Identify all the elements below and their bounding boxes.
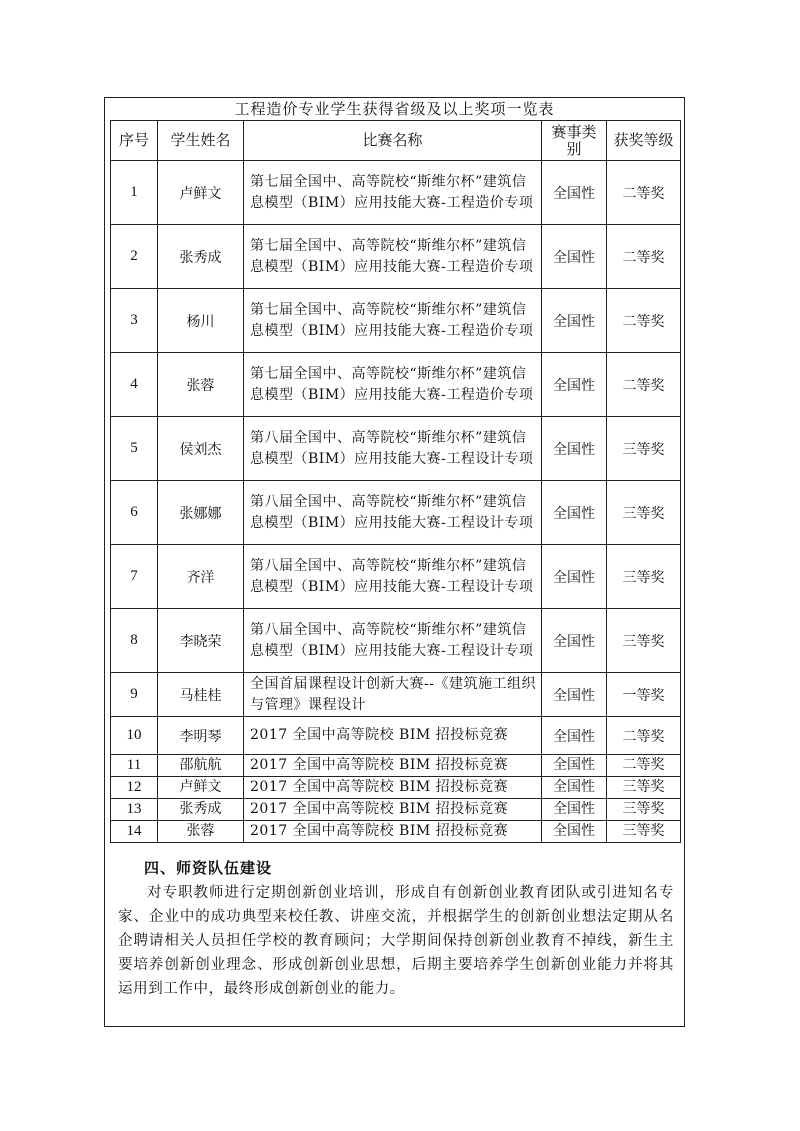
table-row: [111, 289, 681, 353]
row-name: 卢鲜文: [158, 161, 244, 225]
row-competition: 第八届全国中、高等院校“斯维尔杯”建筑信息模型（BIM）应用技能大赛-工程设计专项: [244, 417, 542, 481]
row-competition: 第七届全国中、高等院校“斯维尔杯”建筑信息模型（BIM）应用技能大赛-工程造价专项: [244, 353, 542, 417]
header-level: 获奖等级: [607, 121, 681, 161]
table-row: [111, 417, 681, 481]
section-heading: 四、师资队伍建设: [144, 859, 273, 877]
row-index: 6: [111, 481, 158, 545]
row-competition: 全国首届课程设计创新大赛--《建筑施工组织与管理》课程设计: [244, 673, 542, 717]
row-category: 全国性: [542, 799, 607, 821]
row-category: 全国性: [542, 225, 607, 289]
row-index: 1: [111, 161, 158, 225]
row-name: 李明琴: [158, 717, 244, 755]
section-paragraph: 对专职教师进行定期创新创业培训，形成自有创新创业教育团队或引进知名专家、企业中的成功典型来校任教、讲座交流，并根据学生的创新创业想法定期从名企聘请相关人员担任学校的教育顾问；大学期间保持创新创业教育不掉线，新生主要培养创新创业理念、形成创新创业思想，后期主要培养学生创新创业能力并将其运用到工作中，最终形成创新创业的能力。: [118, 885, 674, 997]
row-competition: 第八届全国中、高等院校“斯维尔杯”建筑信息模型（BIM）应用技能大赛-工程设计专项: [244, 609, 542, 673]
table-row: [111, 717, 681, 755]
row-index: 9: [111, 673, 158, 717]
table-row: [111, 609, 681, 673]
row-competition: 第七届全国中、高等院校“斯维尔杯”建筑信息模型（BIM）应用技能大赛-工程造价专项: [244, 161, 542, 225]
row-index: 14: [111, 821, 158, 843]
row-category: 全国性: [542, 289, 607, 353]
row-competition: 2017 全国中高等院校 BIM 招投标竞赛: [244, 821, 542, 843]
row-level: 三等奖: [607, 545, 681, 609]
row-index: 8: [111, 609, 158, 673]
row-name: 马桂桂: [158, 673, 244, 717]
row-competition: 第八届全国中、高等院校“斯维尔杯”建筑信息模型（BIM）应用技能大赛-工程设计专项: [244, 545, 542, 609]
row-category: 全国性: [542, 777, 607, 799]
row-competition: 第七届全国中、高等院校“斯维尔杯”建筑信息模型（BIM）应用技能大赛-工程造价专项: [244, 225, 542, 289]
row-name: 杨川: [158, 289, 244, 353]
awards-table: [110, 120, 681, 843]
row-category: 全国性: [542, 755, 607, 777]
table-header-row: [111, 121, 681, 161]
table-row: [111, 821, 681, 843]
row-index: 12: [111, 777, 158, 799]
row-category: 全国性: [542, 821, 607, 843]
row-index: 2: [111, 225, 158, 289]
row-name: 张秀成: [158, 225, 244, 289]
row-index: 10: [111, 717, 158, 755]
header-category: 赛事类别: [542, 121, 607, 161]
table-row: [111, 777, 681, 799]
row-competition: 第七届全国中、高等院校“斯维尔杯”建筑信息模型（BIM）应用技能大赛-工程造价专项: [244, 289, 542, 353]
row-category: 全国性: [542, 717, 607, 755]
row-name: 李晓荣: [158, 609, 244, 673]
row-name: 张蓉: [158, 821, 244, 843]
row-name: 卢鲜文: [158, 777, 244, 799]
header-index: 序号: [111, 121, 158, 161]
row-index: 13: [111, 799, 158, 821]
row-name: 侯刘杰: [158, 417, 244, 481]
row-category: 全国性: [542, 609, 607, 673]
row-category: 全国性: [542, 353, 607, 417]
table-row: [111, 353, 681, 417]
table-row: [111, 161, 681, 225]
row-competition: 第八届全国中、高等院校“斯维尔杯”建筑信息模型（BIM）应用技能大赛-工程设计专项: [244, 481, 542, 545]
row-level: 三等奖: [607, 417, 681, 481]
table-title: 工程造价专业学生获得省级及以上奖项一览表: [234, 100, 555, 118]
row-name: 邵航航: [158, 755, 244, 777]
row-competition: 2017 全国中高等院校 BIM 招投标竞赛: [244, 717, 542, 755]
row-index: 3: [111, 289, 158, 353]
row-level: 二等奖: [607, 353, 681, 417]
row-index: 7: [111, 545, 158, 609]
header-competition: 比赛名称: [244, 121, 542, 161]
row-level: 三等奖: [607, 777, 681, 799]
row-competition: 2017 全国中高等院校 BIM 招投标竞赛: [244, 777, 542, 799]
row-category: 全国性: [542, 481, 607, 545]
row-category: 全国性: [542, 161, 607, 225]
table-row: [111, 225, 681, 289]
row-level: 二等奖: [607, 161, 681, 225]
header-name: 学生姓名: [158, 121, 244, 161]
row-name: 张娜娜: [158, 481, 244, 545]
row-level: 三等奖: [607, 481, 681, 545]
row-level: 二等奖: [607, 225, 681, 289]
row-level: 二等奖: [607, 755, 681, 777]
row-index: 4: [111, 353, 158, 417]
table-row: [111, 481, 681, 545]
row-level: 二等奖: [607, 289, 681, 353]
row-category: 全国性: [542, 417, 607, 481]
table-row: [111, 673, 681, 717]
row-name: 张秀成: [158, 799, 244, 821]
row-name: 齐洋: [158, 545, 244, 609]
table-row: [111, 799, 681, 821]
row-level: 三等奖: [607, 821, 681, 843]
table-row: [111, 545, 681, 609]
row-level: 一等奖: [607, 673, 681, 717]
row-competition: 2017 全国中高等院校 BIM 招投标竞赛: [244, 755, 542, 777]
row-category: 全国性: [542, 673, 607, 717]
row-competition: 2017 全国中高等院校 BIM 招投标竞赛: [244, 799, 542, 821]
row-level: 二等奖: [607, 717, 681, 755]
row-category: 全国性: [542, 545, 607, 609]
row-level: 三等奖: [607, 799, 681, 821]
row-index: 11: [111, 755, 158, 777]
row-name: 张蓉: [158, 353, 244, 417]
row-index: 5: [111, 417, 158, 481]
table-row: [111, 755, 681, 777]
row-level: 三等奖: [607, 609, 681, 673]
